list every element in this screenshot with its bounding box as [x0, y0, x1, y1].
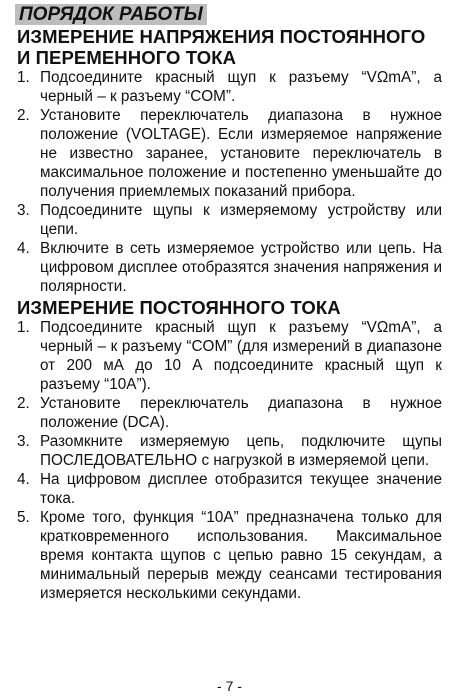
item-number: 1.	[17, 69, 30, 86]
item-number: 4.	[17, 240, 30, 257]
item-text: Установите переключатель диапазона в нужное положение (VOLTAGE). Если измеряемое напряжение не известно заранее, установите переключатель в максимальное положение и постепенно уменьшайте до получения приемлемых показаний прибора.	[40, 107, 442, 200]
list-item	[17, 239, 442, 296]
list-item	[17, 318, 442, 394]
list-item	[17, 394, 442, 432]
item-number: 3.	[17, 202, 30, 219]
item-text: Подсоедините красный щуп к разъему “VΩmA”, а черный – к разъему “COM”.	[40, 69, 442, 105]
heading-voltage-measurement: ИЗМЕРЕНИЕ НАПРЯЖЕНИЯ ПОСТОЯННОГО И ПЕРЕМЕННОГО ТОКА	[17, 26, 426, 68]
item-text: Подсоедините красный щуп к разъему “VΩmA”, а черный – к разъему “COM” (для измерений в диапазоне от 200 мА до 10 А подсоедините красный щуп к разъему “10А”).	[40, 319, 442, 393]
list-item	[17, 432, 442, 470]
item-text: На цифровом дисплее отобразится текущее значение тока.	[40, 471, 442, 507]
item-text: Подсоедините щупы к измеряемому устройству или цепи.	[40, 202, 442, 238]
item-number: 5.	[17, 509, 30, 526]
heading-dc-current-measurement: ИЗМЕРЕНИЕ ПОСТОЯННОГО ТОКА	[17, 297, 341, 318]
item-number: 4.	[17, 471, 30, 488]
item-text: Кроме того, функция “10А” предназначена только для кратковременного использования. Максимальное время контакта щупов с цепью равно 15 секундам, а минимальный перерыв между сеансами тестирования измеряется несколькими секундами.	[40, 509, 442, 602]
item-text: Включите в сеть измеряемое устройство или цепь. На цифровом дисплее отобразятся значения напряжения и полярности.	[40, 240, 442, 295]
voltage-steps-list	[17, 68, 442, 296]
item-number: 2.	[17, 107, 30, 124]
list-item	[17, 470, 442, 508]
current-steps-list	[17, 318, 442, 603]
list-item	[17, 68, 442, 106]
list-item	[17, 201, 442, 239]
item-number: 2.	[17, 395, 30, 412]
item-number: 1.	[17, 319, 30, 336]
item-text: Установите переключатель диапазона в нужное положение (DCA).	[40, 395, 442, 431]
page-number: - 7 -	[217, 678, 242, 694]
section-label: ПОРЯДОК РАБОТЫ	[15, 4, 207, 25]
item-number: 3.	[17, 433, 30, 450]
list-item	[17, 508, 442, 603]
item-text: Разомкните измеряемую цепь, подключите щупы ПОСЛЕДОВАТЕЛЬНО с нагрузкой в измеряемой цепи.	[40, 433, 442, 469]
list-item	[17, 106, 442, 201]
